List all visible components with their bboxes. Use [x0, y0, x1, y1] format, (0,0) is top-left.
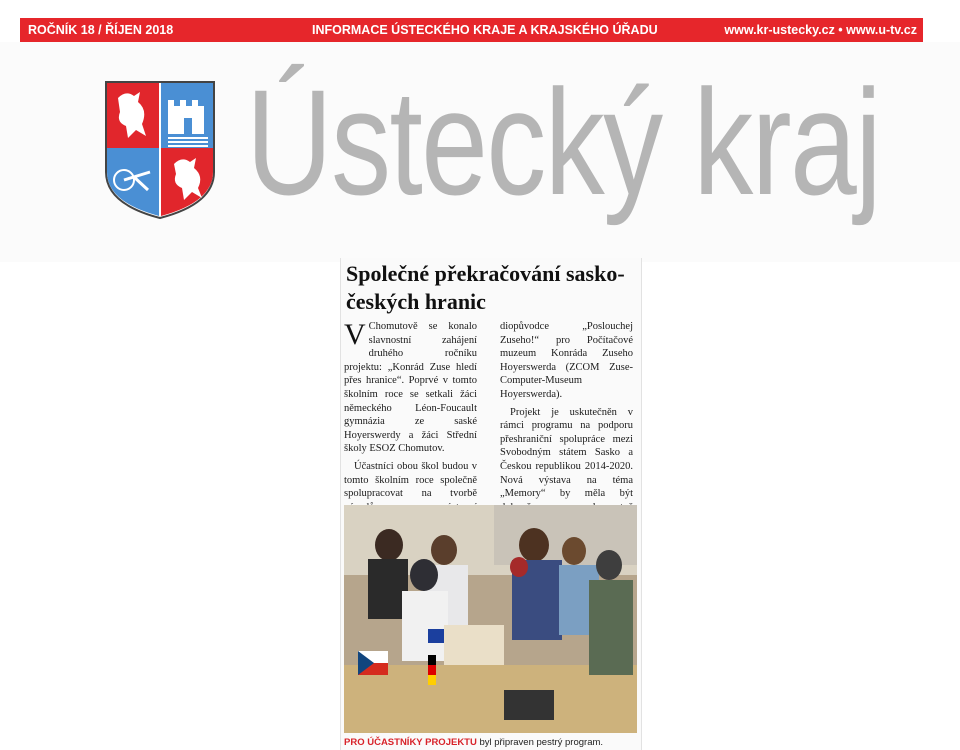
- dropcap: V: [344, 318, 366, 351]
- article-column-1: [344, 320, 477, 502]
- masthead-title: Ústecký kraj: [246, 58, 881, 226]
- article-paragraph: [344, 320, 477, 456]
- paragraph-text: Chomutově se konalo slavnostní zahájení druhého ročníku projektu: „Konrád Zuse hledí přes hranice“. Poprvé v tomto školním roce se setkali žáci německého Léon-Foucault gymnázia ze saské Hoyerswerdy a žáci Střední školy ESOZ Chomutov.: [344, 321, 477, 455]
- header-tagline: INFORMACE ÚSTECKÉHO KRAJE A KRAJSKÉHO ÚŘADU: [312, 23, 658, 37]
- photo-caption: [344, 737, 603, 748]
- paragraph-text: Projekt je uskutečněn v rámci programu na podporu přeshraniční spolupráce mezi Svobodným státem Sasko a Českou republikou 2014-2020. Nová výstava na téma „Memory“ by měla být: [500, 406, 633, 500]
- paragraph-text: diopůvodce „Poslouchej Zuseho!“ pro Počítačové muzeum Konráda Zuseho Hoyerswerda (ZCOM Zuse-Computer-Museum Hoyerswerda).: [500, 321, 633, 400]
- article-headline: Společné překračování sasko-českých hranic: [346, 261, 625, 314]
- article-column-2: [500, 320, 633, 532]
- header-websites[interactable]: www.kr-ustecky.cz • www.u-tv.cz: [724, 23, 917, 37]
- header-bar: [20, 18, 923, 42]
- paragraph-text: Účastníci obou škol budou v tomto školním roce společně spolupracovat na tvorbě: [344, 460, 477, 500]
- students-classroom-photo: [344, 505, 637, 733]
- caption-lead: PRO ÚČASTNÍKY PROJEKTU: [344, 737, 477, 748]
- issue-label: ROČNÍK 18 / ŘÍJEN 2018: [28, 23, 174, 37]
- coat-of-arms-icon: [104, 80, 216, 220]
- article-paragraph: [500, 320, 633, 402]
- caption-text: byl připraven pestrý program.: [476, 737, 604, 748]
